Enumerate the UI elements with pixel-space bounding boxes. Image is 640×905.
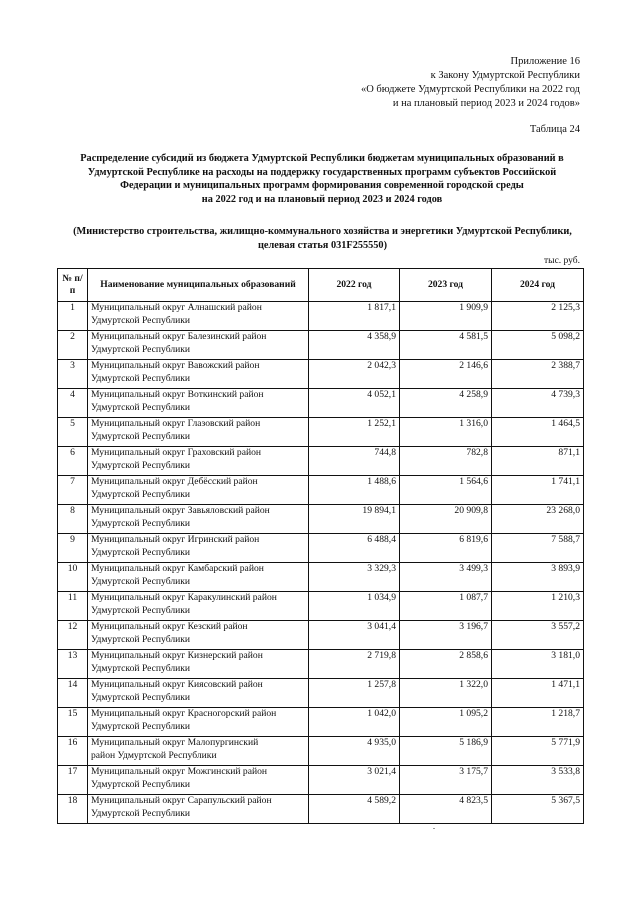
cell-2024-text: 5 367,5 <box>551 795 580 806</box>
cell-num <box>58 563 88 592</box>
cell-2022-text: 1 817,1 <box>367 302 396 313</box>
cell-2024 <box>492 679 584 708</box>
cell-name-text: Муниципальный округ Малопургинский <box>91 737 259 748</box>
cell-name <box>88 679 309 708</box>
cell-2022 <box>309 766 400 795</box>
cell-num-text: 13 <box>67 650 78 661</box>
cell-num-text: 11 <box>67 592 78 603</box>
cell-2023-text: 20 909,8 <box>454 505 488 516</box>
table-row <box>58 476 584 505</box>
cell-num <box>58 476 88 505</box>
subsidy-table <box>57 268 584 824</box>
table-row <box>58 447 584 476</box>
document-subtitle <box>55 225 590 252</box>
title-line: Распределение субсидий из бюджета Удмуртской Республики бюджетам муниципальных образований в <box>80 153 564 164</box>
table-row <box>58 708 584 737</box>
cell-name-text: Муниципальный округ Вавожский район <box>91 360 260 371</box>
cell-name-text: Удмуртской Республики <box>91 662 191 674</box>
cell-num-text: 2 <box>70 331 75 342</box>
cell-name <box>88 737 309 766</box>
table-row <box>58 737 584 766</box>
cell-name-text: Удмуртской Республики <box>91 343 191 355</box>
cell-name <box>88 331 309 360</box>
cell-2022 <box>309 360 400 389</box>
cell-num-text: 1 <box>70 302 75 313</box>
cell-2023-text: 4 581,5 <box>459 331 488 342</box>
cell-num <box>58 708 88 737</box>
cell-name-text: Удмуртской Республики <box>91 372 191 384</box>
cell-2023-text: 1 322,0 <box>459 679 488 690</box>
cell-2022-text: 2 719,8 <box>367 650 396 661</box>
table-row <box>58 592 584 621</box>
cell-2024 <box>492 302 584 331</box>
header-2023: 2023 год <box>400 269 492 302</box>
cell-2022-text: 744,8 <box>374 447 396 458</box>
cell-2023-text: 1 095,2 <box>459 708 488 719</box>
cell-2023-text: 2 858,6 <box>459 650 488 661</box>
table-number: Таблица 24 <box>529 124 580 135</box>
cell-num <box>58 360 88 389</box>
appendix-line: и на плановый период 2023 и 2024 годов» <box>392 98 580 109</box>
cell-num <box>58 534 88 563</box>
cell-2024 <box>492 708 584 737</box>
cell-name <box>88 389 309 418</box>
cell-name <box>88 505 309 534</box>
cell-2022-text: 4 935,0 <box>367 737 396 748</box>
table-row <box>58 795 584 824</box>
cell-name-text: Муниципальный округ Игринский район <box>91 534 260 545</box>
cell-name <box>88 563 309 592</box>
cell-2022-text: 1 034,9 <box>367 592 396 603</box>
cell-2022 <box>309 679 400 708</box>
cell-name <box>88 592 309 621</box>
cell-2022 <box>309 331 400 360</box>
cell-num <box>58 795 88 824</box>
appendix-line: Приложение 16 <box>510 56 580 67</box>
header-2022: 2022 год <box>309 269 400 302</box>
cell-2023 <box>400 679 492 708</box>
cell-name-text: Муниципальный округ Балезинский район <box>91 331 267 342</box>
cell-2022-text: 6 488,4 <box>367 534 396 545</box>
cell-2023-text: 782,8 <box>466 447 488 458</box>
cell-2024-text: 2 125,3 <box>551 302 580 313</box>
cell-name-text: Удмуртской Республики <box>91 604 191 616</box>
table-header-row <box>58 269 584 302</box>
cell-2023 <box>400 447 492 476</box>
table-row <box>58 389 584 418</box>
table-row <box>58 621 584 650</box>
cell-2023 <box>400 650 492 679</box>
cell-name <box>88 708 309 737</box>
cell-name-text: Муниципальный округ Завьяловский район <box>91 505 270 516</box>
table-row <box>58 534 584 563</box>
cell-2024-text: 23 268,0 <box>546 505 580 516</box>
cell-2022-text: 1 257,8 <box>367 679 396 690</box>
cell-name <box>88 621 309 650</box>
cell-name-text: Муниципальный округ Камбарский район <box>91 563 264 574</box>
cell-2024 <box>492 650 584 679</box>
cell-name-text: Муниципальный округ Алнашский район <box>91 302 262 313</box>
cell-2022-text: 4 052,1 <box>367 389 396 400</box>
cell-2023 <box>400 505 492 534</box>
cell-num-text: 9 <box>70 534 75 545</box>
cell-2024-text: 1 464,5 <box>551 418 580 429</box>
cell-2022 <box>309 621 400 650</box>
cell-2022 <box>309 650 400 679</box>
title-line: Федерации и муниципальных программ формирования современной городской среды <box>120 180 524 191</box>
cell-2023 <box>400 360 492 389</box>
cell-2023-text: 5 186,9 <box>459 737 488 748</box>
cell-name-text: Удмуртской Республики <box>91 459 191 471</box>
cell-num-text: 15 <box>67 708 78 719</box>
cell-2022 <box>309 476 400 505</box>
cell-2024 <box>492 563 584 592</box>
cell-2023 <box>400 766 492 795</box>
cell-2024 <box>492 360 584 389</box>
cell-2024 <box>492 592 584 621</box>
cell-name-text: Удмуртской Республики <box>91 430 191 442</box>
cell-2023 <box>400 476 492 505</box>
table-row <box>58 766 584 795</box>
cell-2023-text: 3 196,7 <box>459 621 488 632</box>
cell-num <box>58 418 88 447</box>
cell-2022 <box>309 795 400 824</box>
cell-name-text: Муниципальный округ Воткинский район <box>91 389 264 400</box>
subtitle-line: (Министерство строительства, жилищно-коммунального хозяйства и энергетики Удмуртской Республики, <box>73 226 572 237</box>
appendix-header <box>280 55 580 111</box>
cell-name-text: Удмуртской Республики <box>91 575 191 587</box>
cell-num <box>58 302 88 331</box>
cell-num-text: 12 <box>67 621 78 632</box>
cell-name-text: Удмуртской Республики <box>91 691 191 703</box>
cell-2022-text: 4 589,2 <box>367 795 396 806</box>
cell-num-text: 10 <box>67 563 78 574</box>
cell-2022 <box>309 563 400 592</box>
cell-name-text: Муниципальный округ Можгинский район <box>91 766 268 777</box>
cell-2024 <box>492 331 584 360</box>
cell-2022 <box>309 447 400 476</box>
table-row <box>58 302 584 331</box>
cell-2022 <box>309 389 400 418</box>
cell-2022 <box>309 708 400 737</box>
cell-num <box>58 766 88 795</box>
cell-num <box>58 650 88 679</box>
header-2024: 2024 год <box>492 269 584 302</box>
cell-name-text: Муниципальный округ Киясовский район <box>91 679 263 690</box>
cell-2022-text: 19 894,1 <box>362 505 396 516</box>
document-title <box>62 152 582 206</box>
cell-2022 <box>309 534 400 563</box>
cell-2024-text: 3 533,8 <box>551 766 580 777</box>
cell-2024 <box>492 476 584 505</box>
cell-num <box>58 389 88 418</box>
cell-name <box>88 476 309 505</box>
cell-num-text: 16 <box>67 737 78 748</box>
cell-2022 <box>309 418 400 447</box>
cell-name-text: Муниципальный округ Красногорский район <box>91 708 277 719</box>
cell-2023-text: 3 499,3 <box>459 563 488 574</box>
cell-name <box>88 360 309 389</box>
cell-2022 <box>309 592 400 621</box>
cell-2023 <box>400 708 492 737</box>
cell-2023-text: 4 258,9 <box>459 389 488 400</box>
cell-2023-text: 1 909,9 <box>459 302 488 313</box>
cell-2023 <box>400 302 492 331</box>
cell-2024-text: 2 388,7 <box>551 360 580 371</box>
cell-name-text: Муниципальный округ Каракулинский район <box>91 592 277 603</box>
cell-name-text: Муниципальный округ Кезский район <box>91 621 248 632</box>
cell-name-text: Удмуртской Республики <box>91 633 191 645</box>
header-num: № п/п <box>58 269 88 302</box>
cell-2022-text: 3 021,4 <box>367 766 396 777</box>
title-line: Удмуртской Республике на расходы на поддержку государственных программ субъектов Российской <box>87 166 557 178</box>
cell-2024 <box>492 389 584 418</box>
cell-num-text: 6 <box>70 447 75 458</box>
cell-name-text: Муниципальный округ Кизнерский район <box>91 650 263 661</box>
header-name: Наименование муниципальных образований <box>88 269 309 302</box>
cell-num-text: 14 <box>67 679 78 690</box>
cell-2024 <box>492 505 584 534</box>
subtitle-line: целевая статья 031F255550) <box>257 239 388 251</box>
cell-name <box>88 795 309 824</box>
cell-name-text: Муниципальный округ Граховский район <box>91 447 262 458</box>
cell-2023 <box>400 389 492 418</box>
cell-name <box>88 534 309 563</box>
cell-num-text: 5 <box>70 418 75 429</box>
cell-num <box>58 447 88 476</box>
cell-num <box>58 621 88 650</box>
cell-name-text: Муниципальный округ Глазовский район <box>91 418 261 429</box>
cell-2024-text: 5 771,9 <box>551 737 580 748</box>
units-label: тыс. руб. <box>544 256 580 266</box>
cell-name-text: Удмуртской Республики <box>91 720 191 732</box>
cell-2022-text: 1 488,6 <box>367 476 396 487</box>
cell-2024-text: 1 741,1 <box>551 476 580 487</box>
cell-2023 <box>400 418 492 447</box>
cell-name-text: Удмуртской Республики <box>91 807 191 819</box>
cell-2022 <box>309 737 400 766</box>
cell-name-text: Удмуртской Республики <box>91 517 191 529</box>
table-row <box>58 331 584 360</box>
title-line: на 2022 год и на плановый период 2023 и 2024 годов <box>201 193 443 205</box>
cell-2023 <box>400 795 492 824</box>
cell-2024 <box>492 534 584 563</box>
cell-2024-text: 1 471,1 <box>551 679 580 690</box>
cell-2024-text: 5 098,2 <box>551 331 580 342</box>
cell-2022-text: 1 042,0 <box>367 708 396 719</box>
table-row <box>58 360 584 389</box>
cell-name-text: Удмуртской Республики <box>91 401 191 413</box>
table-row <box>58 418 584 447</box>
cell-2024-text: 1 210,3 <box>551 592 580 603</box>
cell-2024-text: 1 218,7 <box>551 708 580 719</box>
cell-num-text: 4 <box>70 389 75 400</box>
cell-2024 <box>492 795 584 824</box>
cell-num-text: 7 <box>70 476 75 487</box>
table-row <box>58 563 584 592</box>
cell-2022-text: 3 041,4 <box>367 621 396 632</box>
scan-speck <box>433 828 435 829</box>
cell-2024 <box>492 447 584 476</box>
cell-2024-text: 4 739,3 <box>551 389 580 400</box>
cell-name <box>88 650 309 679</box>
cell-name <box>88 302 309 331</box>
cell-2023-text: 2 146,6 <box>459 360 488 371</box>
appendix-line: к Закону Удмуртской Республики <box>430 70 580 81</box>
cell-num <box>58 679 88 708</box>
cell-2023-text: 1 087,7 <box>459 592 488 603</box>
cell-name-text: Удмуртской Республики <box>91 314 191 326</box>
cell-name-text: Удмуртской Республики <box>91 488 191 500</box>
cell-name-text: Муниципальный округ Сарапульский район <box>91 795 272 806</box>
cell-num <box>58 505 88 534</box>
cell-2022 <box>309 505 400 534</box>
cell-2024 <box>492 418 584 447</box>
cell-name <box>88 447 309 476</box>
cell-2023-text: 3 175,7 <box>459 766 488 777</box>
cell-2024 <box>492 621 584 650</box>
cell-name-text: Удмуртской Республики <box>91 546 191 558</box>
cell-2024-text: 3 557,2 <box>551 621 580 632</box>
cell-2023 <box>400 592 492 621</box>
cell-2023 <box>400 621 492 650</box>
cell-2024-text: 3 893,9 <box>551 563 580 574</box>
cell-2022-text: 4 358,9 <box>367 331 396 342</box>
cell-num-text: 17 <box>67 766 78 777</box>
table-row <box>58 679 584 708</box>
appendix-line: «О бюджете Удмуртской Республики на 2022 год <box>360 84 580 95</box>
cell-2023-text: 1 564,6 <box>459 476 488 487</box>
cell-name-text: Удмуртской Республики <box>91 778 191 790</box>
cell-2023 <box>400 331 492 360</box>
cell-2023 <box>400 563 492 592</box>
cell-num-text: 18 <box>67 795 78 806</box>
cell-2023 <box>400 534 492 563</box>
cell-num-text: 3 <box>70 360 75 371</box>
cell-num <box>58 592 88 621</box>
cell-2024-text: 871,1 <box>558 447 580 458</box>
table-row <box>58 650 584 679</box>
cell-num <box>58 737 88 766</box>
cell-2024-text: 7 588,7 <box>551 534 580 545</box>
cell-num-text: 8 <box>70 505 75 516</box>
cell-2022 <box>309 302 400 331</box>
cell-2022-text: 3 329,3 <box>367 563 396 574</box>
cell-2023-text: 6 819,6 <box>459 534 488 545</box>
cell-2024 <box>492 737 584 766</box>
cell-name <box>88 418 309 447</box>
cell-2023-text: 4 823,5 <box>459 795 488 806</box>
cell-2022-text: 1 252,1 <box>367 418 396 429</box>
cell-num <box>58 331 88 360</box>
cell-2024-text: 3 181,0 <box>551 650 580 661</box>
table-body <box>58 302 584 824</box>
cell-name-text: район Удмуртской Республики <box>91 749 217 761</box>
cell-2022-text: 2 042,3 <box>367 360 396 371</box>
cell-name-text: Муниципальный округ Дебёсский район <box>91 476 258 487</box>
cell-2024 <box>492 766 584 795</box>
cell-2023-text: 1 316,0 <box>459 418 488 429</box>
table-row <box>58 505 584 534</box>
cell-name <box>88 766 309 795</box>
cell-2023 <box>400 737 492 766</box>
